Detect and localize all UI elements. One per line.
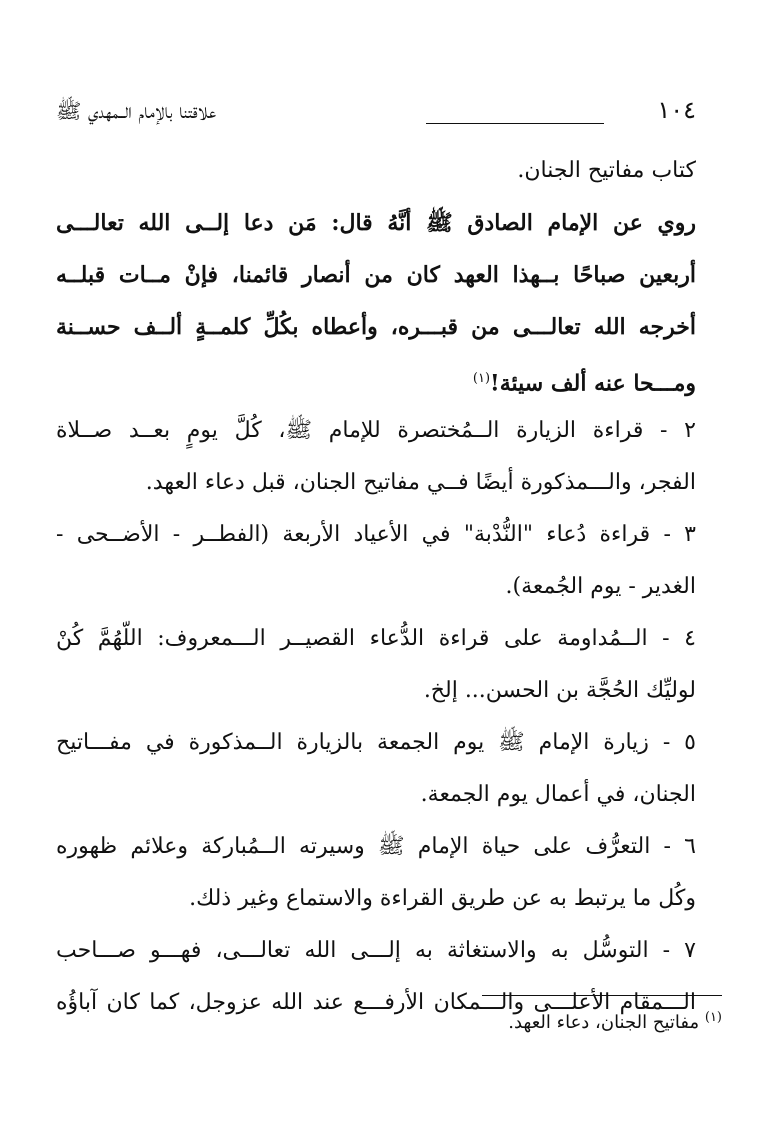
- text-line: روي عن الإمام الصادق ﷺ أنَّهُ قال: مَن دعا إلــى الله تعالـــى: [56, 210, 696, 236]
- text-line: ٦ - التعرُّف على حياة الإمام ﷺ وسيرته الــمُباركة وعلائم ظهوره: [56, 834, 696, 859]
- page-header: [56, 96, 696, 136]
- text-line: كتاب مفاتيح الجنان.: [517, 158, 696, 183]
- footnote: [82, 1010, 722, 1033]
- text-line-with-footnote: [56, 353, 696, 405]
- paragraph-item-6: [56, 821, 696, 925]
- text-line: ٧ - التوسُّل به والاستغاثة به إلـــى الله تعالـــى، فهـــو صـــاحب: [56, 938, 696, 963]
- footnote-rule: [482, 995, 722, 996]
- text-line: وكُل ما يرتبط به عن طريق القراءة والاستماع وغير ذلك.: [189, 886, 696, 911]
- text-line: لوليِّك الحُجَّة بن الحسن... إلخ.: [423, 678, 696, 703]
- paragraph-item-5: [56, 717, 696, 821]
- header-rule: [426, 123, 604, 124]
- running-title: علاقتنا بالإمام الــمهدي ﷺ: [56, 99, 217, 123]
- footnote-marker: (١): [704, 1010, 722, 1025]
- page-number: ١٠٤: [657, 96, 696, 124]
- text-line: الغدير - يوم الجُمعة).: [505, 574, 696, 599]
- text-line: أخرجه الله تعالـــى من قبـــره، وأعطاه بكُلِّ كلمــةٍ ألــف حســنة: [56, 314, 696, 340]
- text-line: ومـــحا عنه ألف سيئة!: [490, 370, 696, 397]
- paragraph-item-4: [56, 613, 696, 717]
- footnote-reference: (١): [472, 371, 491, 386]
- text-line: ٥ - زيارة الإمام ﷺ يوم الجمعة بالزيارة الــمذكورة في مفـــاتيح: [56, 730, 696, 755]
- paragraph-source-continuation: [56, 145, 696, 197]
- text-line: ٣ - قراءة دُعاء "النُّدْبة" في الأعياد الأربعة (الفطــر - الأضــحى -: [56, 522, 696, 547]
- paragraph-hadith: [56, 197, 696, 405]
- text-line: الفجر، والـــمذكورة أيضًا فــي مفاتيح الجنان، قبل دعاء العهد.: [145, 470, 696, 495]
- text-line: أربعين صباحًا بــهذا العهد كان من أنصار قائمنا، فإنْ مــات قبلــه: [56, 262, 696, 288]
- paragraph-item-2: [56, 405, 696, 509]
- footnote-text: مفاتيح الجنان، دعاء العهد.: [508, 1012, 700, 1033]
- text-line: الـــمقام الأعلـــى والـــمكان الأرفـــع عند الله عزوجل، كما كان آباؤُه: [56, 990, 696, 1015]
- body-text: [56, 145, 696, 1029]
- paragraph-item-3: [56, 509, 696, 613]
- text-line: ٤ - الــمُداومة على قراءة الدُّعاء القصيــر الـــمعروف: اللّهُمَّ كُنْ: [56, 626, 696, 651]
- text-line: الجنان، في أعمال يوم الجمعة.: [420, 782, 696, 807]
- text-line: ٢ - قراءة الزيارة الــمُختصرة للإمام ﷺ، كُلَّ يومٍ بعــد صــلاة: [56, 418, 696, 443]
